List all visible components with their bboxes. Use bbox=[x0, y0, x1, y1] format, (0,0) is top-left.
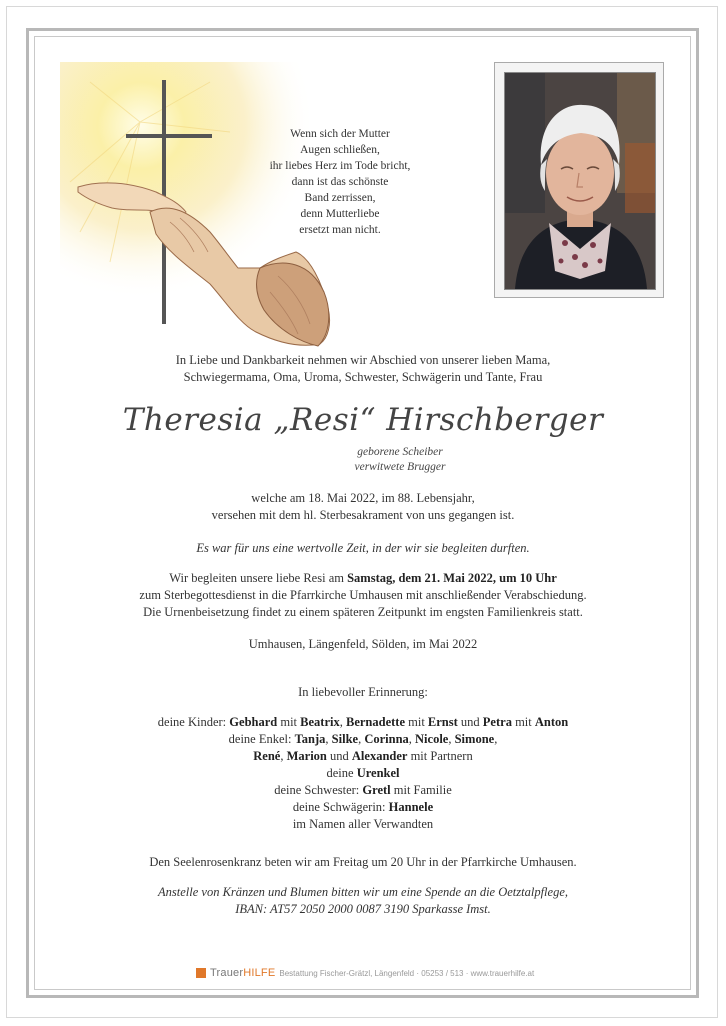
grandchildren-line-1 bbox=[60, 731, 666, 748]
great-grandchildren-line bbox=[60, 765, 666, 782]
family-member-name: Ernst bbox=[427, 715, 458, 729]
family-member-name: Beatrix bbox=[300, 715, 340, 729]
family-member-name: Marion bbox=[286, 749, 327, 763]
poem-line: Augen schließen, bbox=[300, 144, 380, 156]
brand-name bbox=[210, 967, 275, 979]
family-member-name: Petra bbox=[482, 715, 512, 729]
poem-line: denn Mutterliebe bbox=[300, 208, 380, 220]
birth-name: geborene Scheiber bbox=[357, 446, 443, 458]
poem-line: Wenn sich der Mutter bbox=[290, 128, 390, 140]
family-separator: und bbox=[326, 749, 352, 763]
family-separator: , bbox=[494, 732, 498, 746]
grandchildren-names bbox=[295, 732, 498, 746]
brand-part-b: HILFE bbox=[243, 967, 276, 979]
funeral-line-1 bbox=[60, 570, 666, 587]
family-member-name: Silke bbox=[331, 732, 359, 746]
family-member-name: Simone bbox=[454, 732, 495, 746]
intro-line: In Liebe und Dankbarkeit nehmen wir Abschied von unserer lieben Mama, bbox=[175, 353, 551, 367]
family-separator: , bbox=[408, 732, 416, 746]
family-separator: und bbox=[457, 715, 483, 729]
poem-line: ersetzt man nicht. bbox=[299, 224, 381, 236]
funeral-date: Samstag, dem 21. Mai 2022, um 10 Uhr bbox=[347, 571, 557, 585]
donation-notice bbox=[60, 884, 666, 918]
footer-details: Bestattung Fischer-Grätzl, Längenfeld · 05253 / 513 · www.trauerhilfe.at bbox=[279, 968, 535, 978]
sister-name: Gretl bbox=[362, 783, 391, 797]
memory-heading: In liebevoller Erinnerung: bbox=[298, 685, 428, 699]
funeral-info bbox=[60, 570, 666, 621]
grandchildren-names-2 bbox=[253, 749, 472, 763]
sister-line bbox=[60, 782, 666, 799]
family-separator: , bbox=[325, 732, 332, 746]
family-member-name: Alexander bbox=[351, 749, 408, 763]
place-date: Umhausen, Längenfeld, Sölden, im Mai 2022 bbox=[248, 637, 478, 651]
children-line bbox=[60, 714, 666, 731]
sister-in-law-line bbox=[60, 799, 666, 816]
poem-line: ihr liebes Herz im Tode bricht, bbox=[269, 160, 411, 172]
funeral-intro: Wir begleiten unsere liebe Resi am bbox=[169, 571, 348, 585]
intro-line: Schwiegermama, Oma, Uroma, Schwester, Schwägerin und Tante, Frau bbox=[183, 370, 543, 384]
children-names bbox=[229, 715, 568, 729]
grandchildren-label: deine Enkel: bbox=[228, 732, 295, 746]
funeral-line-3: Die Urnenbeisetzung findet zu einem späteren Zeitpunkt im engsten Familienkreis statt. bbox=[143, 605, 583, 619]
deceased-name: Theresia „Resi“ Hirschberger bbox=[122, 402, 604, 438]
great-grandchildren: Urenkel bbox=[356, 766, 400, 780]
family-member-name: Corinna bbox=[364, 732, 409, 746]
family-member-name: René bbox=[253, 749, 281, 763]
sister-label: deine Schwester: bbox=[274, 783, 363, 797]
footer-logo bbox=[196, 966, 536, 980]
family-member-name: Anton bbox=[534, 715, 569, 729]
family-separator: , bbox=[448, 732, 455, 746]
donation-line: Anstelle von Kränzen und Blumen bitten wir um eine Spende an die Oetztalpflege, bbox=[158, 885, 568, 899]
sister-in-law-name: Hannele bbox=[388, 800, 434, 814]
donation-line: IBAN: AT57 2050 2000 0087 3190 Sparkasse Imst. bbox=[235, 902, 491, 916]
death-notice bbox=[60, 490, 666, 524]
family-member-name: Bernadette bbox=[345, 715, 405, 729]
sister-post: mit Familie bbox=[390, 783, 452, 797]
brand-part-a: Trauer bbox=[210, 967, 244, 979]
family-separator: , bbox=[339, 715, 346, 729]
family-separator: , bbox=[358, 732, 365, 746]
sister-in-law-label: deine Schwägerin: bbox=[292, 800, 389, 814]
family-separator: mit bbox=[511, 715, 535, 729]
relatives-line: im Namen aller Verwandten bbox=[292, 817, 434, 831]
family-separator: mit bbox=[405, 715, 428, 729]
grandchildren-line-2 bbox=[60, 748, 666, 765]
portrait-frame bbox=[494, 62, 664, 298]
widowed-name: verwitwete Brugger bbox=[354, 461, 446, 473]
family-list bbox=[60, 714, 666, 833]
great-grandchildren-label: deine bbox=[326, 766, 357, 780]
poem-line: Band zerrissen, bbox=[304, 192, 376, 204]
funeral-line-2: zum Sterbegottesdienst in die Pfarrkirche Umhausen mit anschließender Verabschiedung. bbox=[139, 588, 587, 602]
quote: Es war für uns eine wertvolle Zeit, in der wir sie begleiten durften. bbox=[196, 541, 530, 555]
family-member-name: Tanja bbox=[294, 732, 326, 746]
children-label: deine Kinder: bbox=[157, 715, 230, 729]
family-separator: mit Partnern bbox=[407, 749, 473, 763]
rosary-notice: Den Seelenrosenkranz beten wir am Freitag um 20 Uhr in der Pfarrkirche Umhausen. bbox=[149, 855, 577, 869]
portrait-photo bbox=[504, 72, 656, 290]
family-separator: mit bbox=[277, 715, 301, 729]
birth-names bbox=[300, 445, 500, 475]
family-member-name: Gebhard bbox=[229, 715, 278, 729]
portrait-icon bbox=[505, 73, 655, 289]
logo-icon bbox=[196, 968, 206, 978]
death-notice-line: welche am 18. Mai 2022, im 88. Lebensjahr, bbox=[251, 491, 475, 505]
family-separator: , bbox=[280, 749, 287, 763]
family-member-name: Nicole bbox=[415, 732, 449, 746]
intro-text bbox=[60, 352, 666, 386]
poem-line: dann ist das schönste bbox=[291, 176, 389, 188]
death-notice-line: versehen mit dem hl. Sterbesakrament von uns gegangen ist. bbox=[211, 508, 515, 522]
poem bbox=[250, 126, 430, 238]
